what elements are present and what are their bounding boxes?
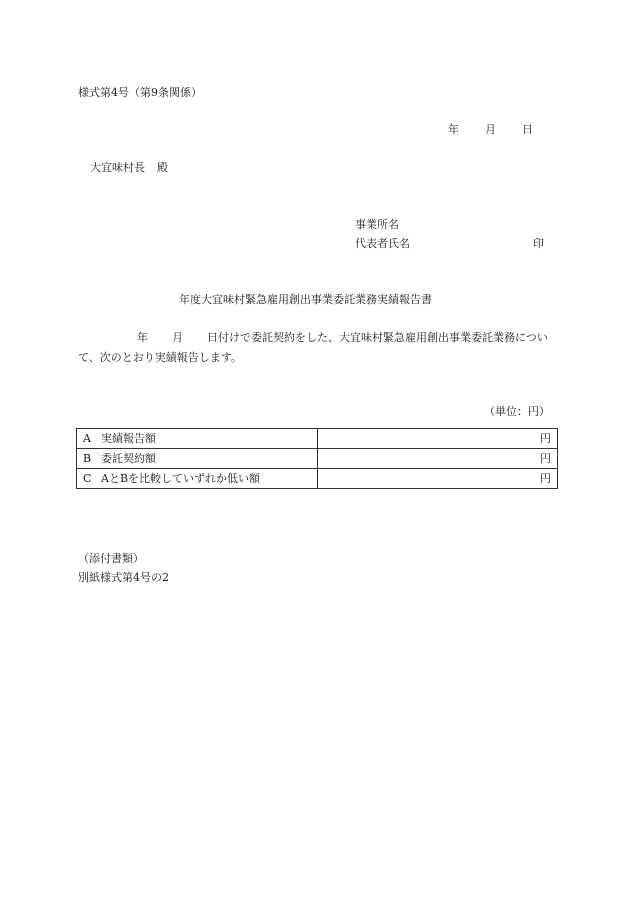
unit-note: （単位：円） (484, 405, 550, 418)
row-code: B (83, 451, 92, 465)
addressee-name: 大宜味村長 (90, 161, 145, 174)
form-number: 様式第4号（第9条関係） (78, 86, 202, 99)
row-label: 委託契約額 (101, 451, 156, 465)
amount-table (76, 428, 558, 489)
date-day-label: 日 (522, 123, 533, 136)
amount-field[interactable] (318, 449, 558, 469)
amount-field[interactable] (318, 429, 558, 449)
body-paragraph (78, 328, 560, 368)
row-code: A (83, 431, 91, 445)
seal-mark: 印 (533, 237, 544, 250)
row-code: C (83, 471, 92, 485)
row-label: AとBを比較していずれか低い額 (101, 471, 261, 485)
table-row (77, 449, 558, 469)
body-month-label: 月 (172, 331, 183, 344)
representative-name-label: 代表者氏名 (355, 237, 410, 250)
row-label-cell (77, 449, 318, 469)
date-year-label: 年 (448, 123, 459, 136)
body-text: 日付けで委託契約をした、大宜味村緊急雇用創出事業委託業務について、次のとおり実績報告します。 (78, 331, 548, 364)
row-label-cell (77, 469, 318, 489)
attachment-item: 別紙様式第4号の2 (78, 571, 169, 584)
date-line (448, 123, 533, 137)
office-name-label: 事業所名 (355, 218, 399, 231)
table-row (77, 469, 558, 489)
unit-label: 円 (540, 451, 551, 465)
body-year-label: 年 (137, 331, 148, 344)
amount-field[interactable] (318, 469, 558, 489)
attachments-heading: （添付書類） (78, 552, 144, 565)
unit-label: 円 (540, 471, 551, 485)
document-title: 年度大宜味村緊急雇用創出事業委託業務実績報告書 (179, 293, 432, 306)
unit-label: 円 (540, 431, 551, 445)
addressee-honorific: 殿 (157, 161, 168, 174)
addressee (90, 161, 168, 175)
date-month-label: 月 (485, 123, 496, 136)
table-row (77, 429, 558, 449)
row-label-cell (77, 429, 318, 449)
row-label: 実績報告額 (101, 431, 156, 445)
